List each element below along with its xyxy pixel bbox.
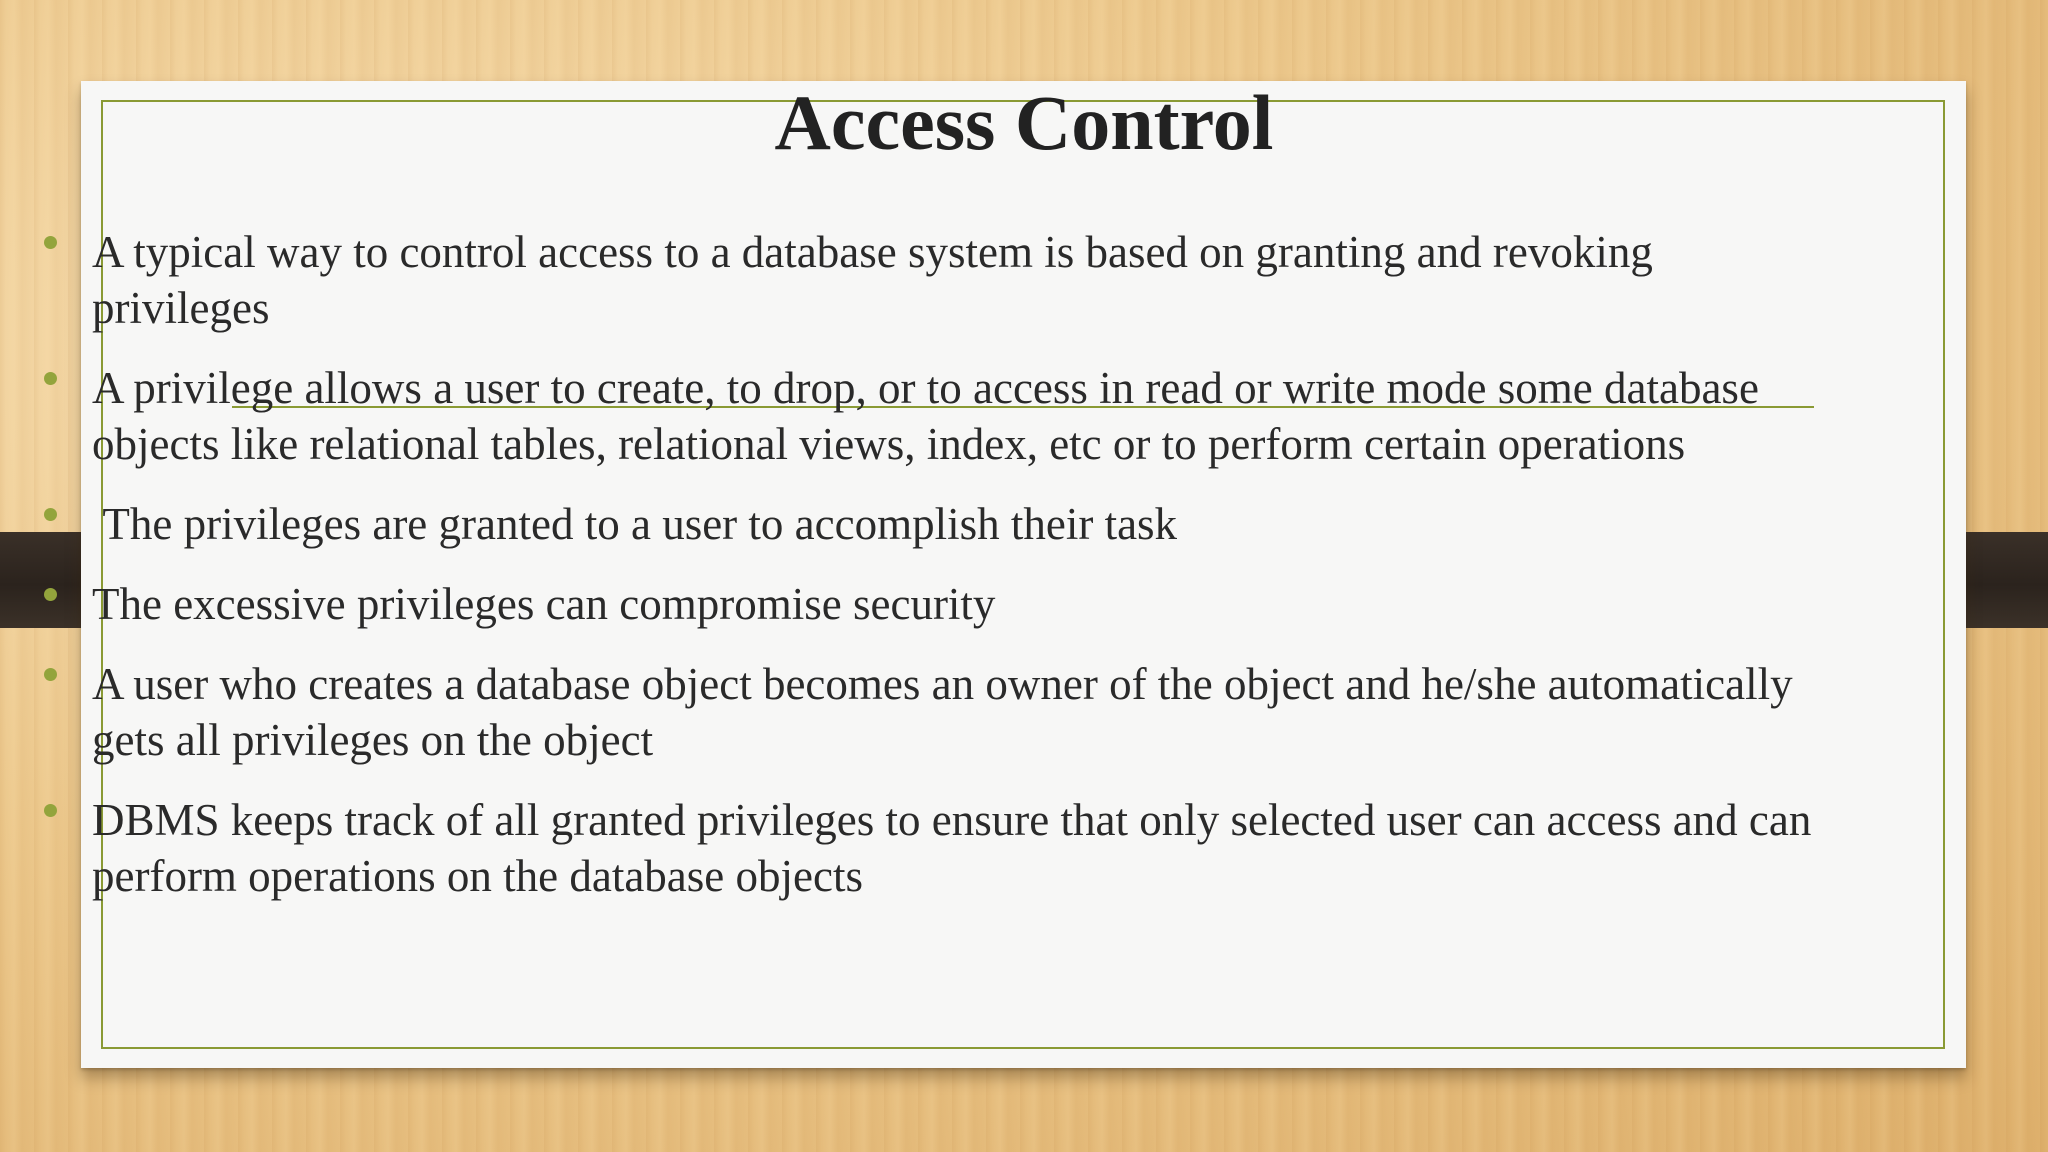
bullet-list (40, 224, 1840, 928)
bullet-text: DBMS keeps track of all granted privileges to ensure that only selected user can access and can perform operations on the database objects (92, 795, 1812, 901)
slide-title: Access Control (774, 79, 1274, 166)
bullet-dot-icon (44, 372, 57, 385)
bullet-item (40, 224, 1840, 336)
bullet-dot-icon (44, 588, 57, 601)
bullet-text: A privilege allows a user to create, to drop, or to access in read or write mode some database objects like relational tables, relational views, index, etc or to perform certain operations (92, 363, 1759, 469)
bullet-dot-icon (44, 236, 57, 249)
bullet-text: A user who creates a database object becomes an owner of the object and he/she automatically gets all privileges on the object (92, 659, 1793, 765)
bullet-dot-icon (44, 668, 57, 681)
bullet-text: The privileges are granted to a user to accomplish their task (92, 499, 1178, 549)
bullet-item (40, 360, 1840, 472)
bullet-item (40, 656, 1840, 768)
bullet-item (40, 496, 1840, 552)
bullet-dot-icon (44, 508, 57, 521)
bullet-text: A typical way to control access to a database system is based on granting and revoking privileges (92, 227, 1653, 333)
bullet-item (40, 792, 1840, 904)
bullet-text: The excessive privileges can compromise security (92, 579, 996, 629)
bullet-dot-icon (44, 804, 57, 817)
bullet-item (40, 576, 1840, 632)
